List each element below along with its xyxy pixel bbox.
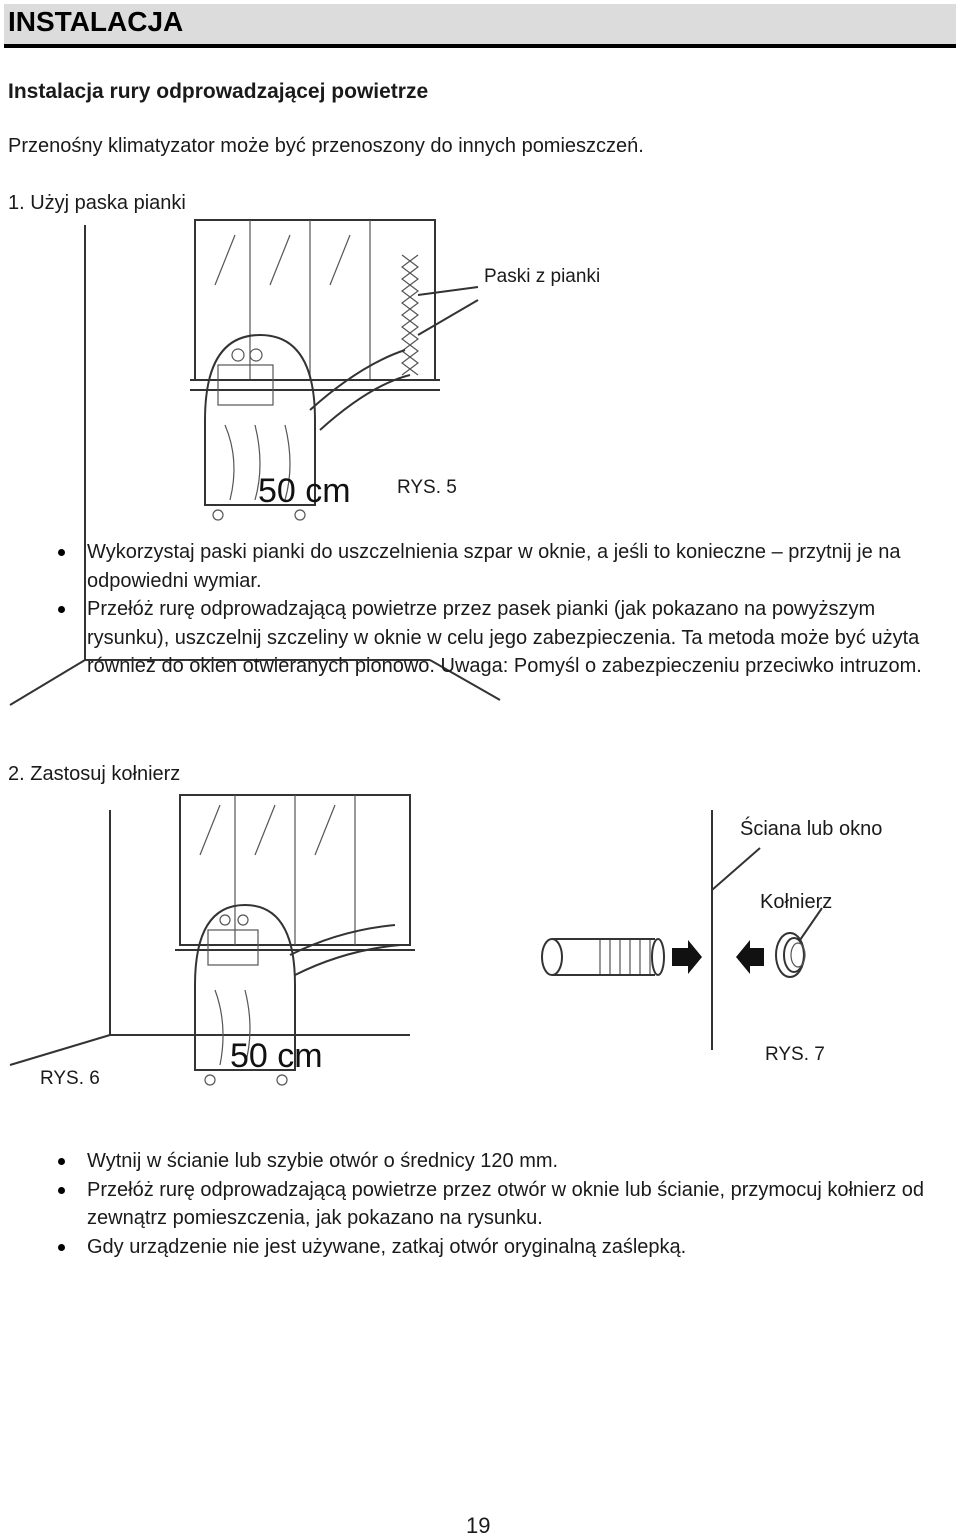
list-item: Przełóż rurę odprowadzającą powietrze przez pasek pianki (jak pokazano na powyższym rysunku), uszczelnij szczeliny w oknie w celu jego zabezpieczenia. Ta metoda może być użyta również do okien otwieranych pionowo. Uwaga: Pomyśl o zabezpieczeniu przeciwko intruzom.: [8, 595, 958, 681]
figure-6-label: RYS. 6: [40, 1068, 100, 1089]
wall-or-window-callout: Ściana lub okno: [740, 818, 883, 840]
step-2-bullet-list: [8, 1147, 958, 1261]
intro-text: Przenośny klimatyzator może być przenoszony do innych pomieszczeń.: [8, 135, 644, 157]
figure-7-label: RYS. 7: [765, 1044, 825, 1065]
list-item: Przełóż rurę odprowadzającą powietrze przez otwór w oknie lub ścianie, przymocuj kołnierz od zewnątrz pomieszczenia, jak pokazano na rysunku.: [8, 1176, 958, 1233]
figure-5-label: RYS. 5: [397, 477, 457, 498]
list-item: Gdy urządzenie nie jest używane, zatkaj otwór oryginalną zaślepką.: [8, 1233, 958, 1262]
flange-callout: Kołnierz: [760, 891, 833, 913]
step-1-title: 1. Użyj paska pianki: [8, 192, 186, 214]
figure-5-illustration: [0, 215, 960, 535]
figure-6-dimension: 50 cm: [230, 1037, 323, 1075]
list-item: Wykorzystaj paski pianki do uszczelnienia szpar w oknie, a jeśli to konieczne – przytnij je na odpowiedni wymiar.: [8, 538, 958, 595]
list-item: Wytnij w ścianie lub szybie otwór o średnicy 120 mm.: [8, 1147, 958, 1176]
section-title: INSTALACJA: [8, 6, 184, 37]
subsection-title: Instalacja rury odprowadzającej powietrze: [8, 80, 429, 103]
figure-5-dimension: 50 cm: [258, 472, 351, 510]
foam-strip-callout: Paski z pianki: [484, 266, 601, 287]
page-number: 19: [466, 1513, 491, 1538]
step-1-bullet-list: [8, 538, 958, 681]
step-2-title: 2. Zastosuj kołnierz: [8, 763, 181, 785]
